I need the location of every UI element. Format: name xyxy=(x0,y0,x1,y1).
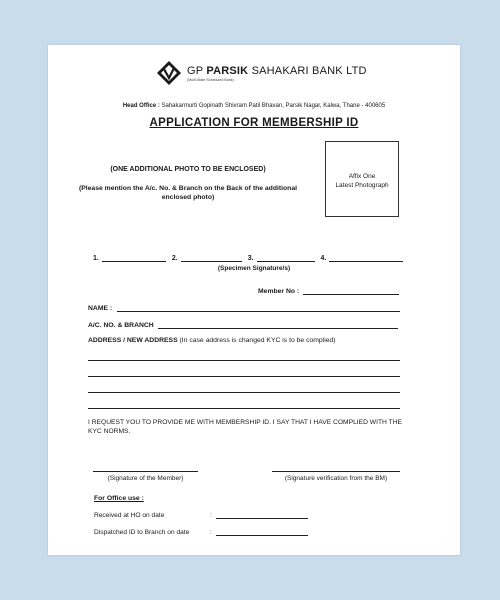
photo-box-line2: Latest Photograph xyxy=(335,182,389,189)
dispatched-id-input-line[interactable] xyxy=(216,528,308,536)
signature-slot-2[interactable] xyxy=(172,254,242,262)
address-label-bold: ADDRESS / NEW ADDRESS xyxy=(88,337,178,344)
specimen-signature-caption: (Specimen Signature/s) xyxy=(217,265,291,272)
member-no-field[interactable] xyxy=(258,287,399,295)
form-title-text: APPLICATION FOR MEMBERSHIP ID xyxy=(149,117,359,129)
bank-logo-icon xyxy=(156,60,182,86)
bm-signature-caption: (Signature verification from the BM) xyxy=(284,475,388,482)
dispatched-id-label: Dispatched ID to Branch on date xyxy=(94,529,190,536)
received-at-ho-input-line[interactable] xyxy=(216,511,308,519)
address-label xyxy=(88,337,336,344)
photo-box-line1: Affix One xyxy=(348,173,376,180)
form-title xyxy=(48,117,460,129)
ac-branch-input-line[interactable] xyxy=(158,321,398,329)
photo-box[interactable] xyxy=(325,141,399,217)
specimen-signature-row xyxy=(93,254,405,262)
address-line-3[interactable] xyxy=(88,392,400,393)
signature-slot-4[interactable] xyxy=(321,254,404,262)
bank-name-prefix: GP xyxy=(187,64,207,77)
member-signature-line[interactable] xyxy=(93,471,198,472)
signature-line-2[interactable] xyxy=(181,254,242,262)
photo-note: (ONE ADDITIONAL PHOTO TO BE ENCLOSED) xyxy=(110,166,266,173)
bank-header xyxy=(156,60,367,86)
received-colon: : xyxy=(210,512,212,519)
address-note: (In case address is changed KYC is to be complied) xyxy=(177,337,336,344)
member-signature-caption: (Signature of the Member) xyxy=(107,475,184,482)
name-field[interactable] xyxy=(88,304,400,312)
received-at-ho-label: Received at HO on date xyxy=(94,512,165,519)
name-label: NAME : xyxy=(88,305,113,312)
bank-name-bold: PARSIK xyxy=(206,64,249,77)
bank-name-block xyxy=(187,65,367,82)
dispatched-colon: : xyxy=(210,529,212,536)
bank-name xyxy=(187,65,367,77)
bank-subtitle: (Multi-State Scheduled Bank) xyxy=(187,77,234,82)
office-use-title: For Office use : xyxy=(94,495,144,502)
dispatched-id-row[interactable] xyxy=(94,528,308,536)
mention-note: (Please mention the A/c. No. & Branch on the Back of the additional enclosed photo) xyxy=(78,185,298,201)
address-line-4[interactable] xyxy=(88,408,400,409)
address-line-2[interactable] xyxy=(88,376,400,377)
member-no-input-line[interactable] xyxy=(303,287,399,295)
bank-name-rest: SAHAKARI BANK LTD xyxy=(248,64,367,77)
bm-signature-line[interactable] xyxy=(272,471,400,472)
address-line-1[interactable] xyxy=(88,360,400,361)
signature-slot-4-label: 4. xyxy=(320,255,327,262)
name-input-line[interactable] xyxy=(117,304,400,312)
head-office-label: Head Office : xyxy=(122,103,160,109)
signature-slot-1[interactable] xyxy=(93,254,166,262)
application-form-sheet xyxy=(48,45,460,555)
signature-line-3[interactable] xyxy=(257,254,315,262)
signature-slot-2-label: 2. xyxy=(171,255,178,262)
ac-branch-label: A/C. NO. & BRANCH xyxy=(88,322,154,329)
signature-slot-3[interactable] xyxy=(248,254,315,262)
signature-line-4[interactable] xyxy=(329,254,403,262)
signature-line-1[interactable] xyxy=(102,254,166,262)
head-office-address xyxy=(48,103,460,109)
head-office-text: Sahakarmurti Gopinath Shivram Patil Bhavan, Parsik Nagar, Kalwa, Thane - 400605 xyxy=(159,103,386,109)
signature-slot-3-label: 3. xyxy=(247,255,254,262)
membership-request-text: I REQUEST YOU TO PROVIDE ME WITH MEMBERSHIP ID. I SAY THAT I HAVE COMPLIED WITH THE KYC NORMS. xyxy=(88,419,402,435)
signature-slot-1-label: 1. xyxy=(93,255,99,262)
received-at-ho-row[interactable] xyxy=(94,511,308,519)
ac-branch-field[interactable] xyxy=(88,321,398,329)
member-no-label: Member No : xyxy=(258,288,300,295)
